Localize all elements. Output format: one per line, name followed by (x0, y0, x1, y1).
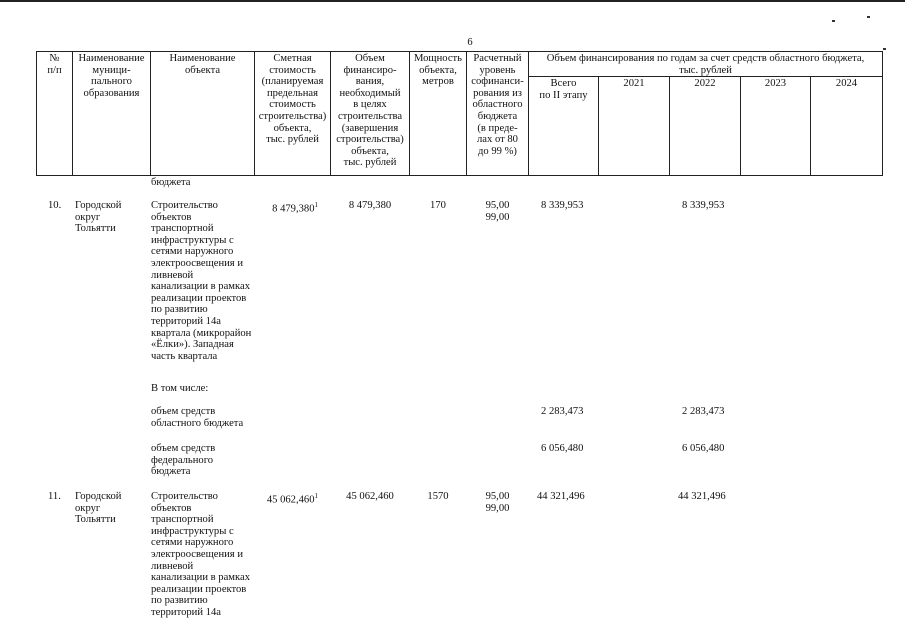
row-cost-footnote: 1 (314, 492, 318, 500)
row-municipality: Городской округ Тольятти (75, 200, 122, 235)
header-2024: 2024 (835, 78, 858, 89)
page-number: 6 (467, 37, 473, 48)
including-label: В том числе: (151, 383, 209, 394)
row-cost-footnote: 1 (314, 201, 318, 209)
row-volume: 8 479,380 (348, 200, 392, 211)
scan-speck (883, 48, 886, 50)
row-municipality: Городской округ Тольятти (75, 491, 122, 526)
header-funding-group: Объем финансирования по годам за счет средств областного бюджета, тыс. рублей (546, 53, 865, 76)
sub-row-total: 6 056,480 (541, 443, 584, 454)
sub-row-label: объем средств федерального бюджета (151, 443, 216, 478)
row-cost (256, 491, 318, 506)
scan-speck (832, 20, 835, 22)
header-2022: 2022 (694, 78, 716, 89)
sub-row-label: объем средств областного бюджета (151, 406, 244, 429)
sub-row-total: 2 283,473 (541, 406, 584, 417)
carry-over-text: бюджета (151, 177, 191, 188)
header-volume: Объем финансиро- вания, необходимый в целях строительства (завершения строительства) объекта, тыс. рублей (336, 53, 404, 169)
scan-top-edge (0, 0, 905, 2)
row-cost-value: 45 062,460 (266, 494, 315, 506)
header-num: № п/п (47, 53, 62, 76)
sub-row-2022: 2 283,473 (682, 406, 725, 417)
row-2022: 44 321,496 (678, 491, 726, 502)
scan-speck (867, 16, 870, 18)
row-2022: 8 339,953 (682, 200, 725, 211)
header-2021: 2021 (623, 78, 645, 89)
row-total: 44 321,496 (537, 491, 585, 502)
row-object: Строительство объектов транспортной инфраструктуры с сетями наружного электроосвещения и ливневой канализации в рамках реализации проектов по развитию территорий 14а квартала (микрорайон «Ёлки»). Западная часть квартала (151, 200, 252, 362)
row-capacity: 170 (430, 200, 446, 211)
header-2023: 2023 (764, 78, 787, 89)
row-cost (256, 200, 318, 215)
header-total: Всего по II этапу (539, 78, 588, 101)
row-level: 95,00 99,00 (485, 491, 510, 514)
row-level: 95,00 99,00 (485, 200, 510, 223)
header-capacity: Мощность объекта, метров (413, 53, 462, 88)
row-number: 10. (48, 200, 62, 211)
row-object: Строительство объектов транспортной инфраструктуры с сетями наружного электроосвещения и ливневой канализации в рамках реализации проектов по развитию территорий 14а (151, 491, 250, 618)
row-cost-value: 8 479,380 (272, 203, 315, 215)
row-number: 11. (48, 491, 61, 502)
header-object: Наименование объекта (169, 53, 236, 76)
row-volume: 45 062,460 (346, 491, 394, 502)
row-capacity: 1570 (427, 491, 449, 502)
header-municipality: Наименование муници- пального образования (78, 53, 145, 99)
sub-row-2022: 6 056,480 (682, 443, 725, 454)
header-cost: Сметная стоимость (планируемая предельная стоимость строительства) объекта, тыс. рублей (258, 53, 327, 146)
row-total: 8 339,953 (541, 200, 584, 211)
header-level: Расчетный уровень софинанси- рования из областного бюджета (в преде- лах от 80 до 99 %) (471, 53, 524, 157)
